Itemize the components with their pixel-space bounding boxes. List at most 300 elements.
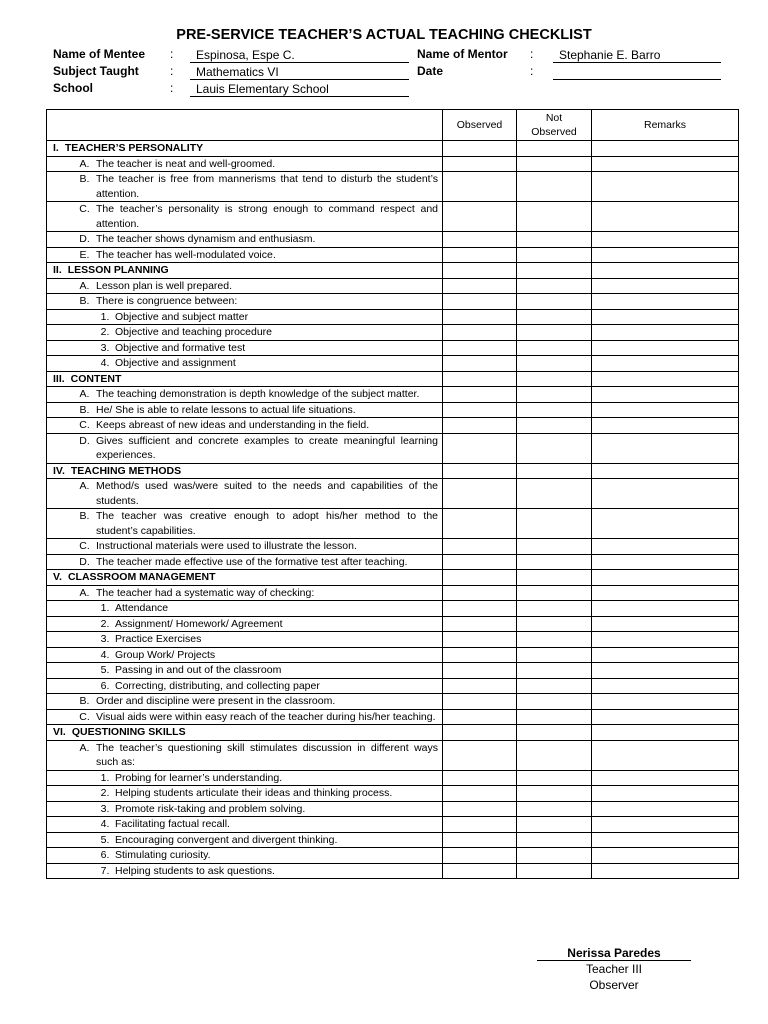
not-observed-cell[interactable]	[517, 141, 592, 157]
section-number: II.	[53, 264, 62, 276]
observed-cell[interactable]	[443, 616, 517, 632]
item-text: Correcting, distributing, and collecting paper	[115, 679, 320, 692]
item-marker: B.	[79, 173, 90, 185]
mentor-field[interactable]: Stephanie E. Barro	[553, 48, 721, 63]
remarks-cell[interactable]	[592, 817, 739, 833]
table-row	[47, 402, 739, 418]
table-row	[47, 172, 739, 202]
observed-cell[interactable]	[443, 232, 517, 248]
item-text: The teacher was creative enough to adopt his/her method to the student’s capabilities.	[96, 510, 438, 537]
item-text: Attendance	[115, 602, 169, 614]
not-observed-cell[interactable]	[517, 509, 592, 539]
criteria-cell	[47, 817, 443, 833]
item-text: Objective and formative test	[115, 341, 246, 354]
item-marker: C.	[79, 203, 90, 215]
table-row	[47, 770, 739, 786]
criteria-cell	[47, 786, 443, 802]
section-number: IV.	[53, 464, 65, 477]
item-text: The teacher has well-modulated voice.	[96, 248, 276, 261]
criteria-cell	[47, 801, 443, 817]
observed-cell[interactable]	[443, 770, 517, 786]
item-text: Encouraging convergent and divergent thinking.	[115, 833, 338, 846]
item-marker: 7.	[100, 864, 110, 877]
item-text: Order and discipline were present in the classroom.	[96, 695, 336, 707]
remarks-cell[interactable]	[592, 585, 739, 601]
table-row	[47, 786, 739, 802]
remarks-cell[interactable]	[592, 479, 739, 509]
criteria-cell	[47, 340, 443, 356]
item-text: Method/s used was/were suited to the needs and capabilities of the students.	[96, 480, 438, 507]
not-observed-cell[interactable]	[517, 433, 592, 463]
remarks-cell[interactable]	[592, 509, 739, 539]
table-row	[47, 156, 739, 172]
item-marker: 3.	[100, 633, 110, 645]
table-row	[47, 309, 739, 325]
observed-cell[interactable]	[443, 539, 517, 555]
table-row	[47, 232, 739, 248]
item-marker: A.	[79, 388, 90, 400]
item-text: Objective and teaching procedure	[115, 326, 273, 338]
not-observed-cell[interactable]	[517, 740, 592, 770]
item-text: Gives sufficient and concrete examples to create meaningful learning experiences.	[96, 434, 438, 461]
observed-cell[interactable]	[443, 694, 517, 710]
table-row	[47, 479, 739, 509]
remarks-header: Remarks	[592, 110, 739, 141]
criteria-cell	[47, 371, 443, 387]
not-observed-cell[interactable]	[517, 647, 592, 663]
not-observed-cell[interactable]	[517, 786, 592, 802]
not-observed-cell[interactable]	[517, 294, 592, 310]
criteria-cell	[47, 678, 443, 694]
not-observed-cell[interactable]	[517, 570, 592, 586]
not-observed-cell[interactable]	[517, 554, 592, 570]
remarks-cell[interactable]	[592, 616, 739, 632]
criteria-cell	[47, 554, 443, 570]
item-marker: 3.	[100, 802, 110, 815]
criteria-cell	[47, 585, 443, 601]
date-label: Date	[417, 64, 444, 78]
observed-cell[interactable]	[443, 601, 517, 617]
checklist-table	[46, 109, 739, 879]
criteria-cell	[47, 232, 443, 248]
observed-cell[interactable]	[443, 172, 517, 202]
item-marker: C.	[79, 419, 90, 431]
item-text: The teacher had a systematic way of checking:	[96, 586, 315, 599]
observed-cell[interactable]	[443, 678, 517, 694]
observed-cell[interactable]	[443, 740, 517, 770]
table-row	[47, 202, 739, 232]
not-observed-cell[interactable]	[517, 801, 592, 817]
item-text: Facilitating factual recall.	[115, 818, 230, 830]
remarks-cell[interactable]	[592, 172, 739, 202]
not-observed-cell[interactable]	[517, 387, 592, 403]
item-marker: 2.	[100, 787, 110, 799]
criteria-header	[47, 110, 443, 141]
subject-field[interactable]: Mathematics VI	[190, 65, 409, 80]
not-observed-cell[interactable]	[517, 232, 592, 248]
observer-position: Teacher III	[585, 962, 643, 976]
observed-cell[interactable]	[443, 479, 517, 509]
criteria-cell	[47, 479, 443, 509]
not-observed-cell[interactable]	[517, 202, 592, 232]
item-text: Helping students to ask questions.	[115, 864, 275, 877]
not-observed-cell[interactable]	[517, 247, 592, 263]
section-number: III.	[53, 372, 65, 385]
not-observed-cell[interactable]	[517, 278, 592, 294]
not-observed-cell[interactable]	[517, 817, 592, 833]
item-text: Helping students articulate their ideas and thinking process.	[115, 787, 393, 799]
not-observed-cell[interactable]	[517, 340, 592, 356]
observed-cell[interactable]	[443, 402, 517, 418]
item-marker: 6.	[100, 849, 110, 861]
criteria-cell	[47, 725, 443, 741]
criteria-cell	[47, 709, 443, 725]
table-row	[47, 418, 739, 434]
section-number: VI.	[53, 726, 66, 738]
remarks-cell[interactable]	[592, 463, 739, 479]
criteria-cell	[47, 601, 443, 617]
observed-cell[interactable]	[443, 832, 517, 848]
table-row	[47, 801, 739, 817]
observed-cell[interactable]	[443, 801, 517, 817]
section-row	[47, 570, 739, 586]
section-title: TEACHER’S PERSONALITY	[64, 142, 204, 154]
table-header-row	[47, 110, 739, 141]
item-text: Probing for learner’s understanding.	[115, 771, 283, 784]
section-title: QUESTIONING SKILLS	[71, 726, 186, 738]
section-title: CONTENT	[70, 372, 122, 385]
remarks-cell[interactable]	[592, 156, 739, 172]
table-row	[47, 647, 739, 663]
remarks-cell[interactable]	[592, 786, 739, 802]
remarks-cell[interactable]	[592, 601, 739, 617]
not-observed-cell[interactable]	[517, 356, 592, 372]
item-marker: B.	[79, 295, 90, 307]
table-row	[47, 616, 739, 632]
item-text: Keeps abreast of new ideas and understanding in the field.	[96, 419, 370, 431]
item-marker: 1.	[100, 771, 110, 784]
item-marker: D.	[79, 434, 90, 447]
remarks-cell[interactable]	[592, 247, 739, 263]
remarks-cell[interactable]	[592, 202, 739, 232]
criteria-cell	[47, 863, 443, 879]
criteria-cell	[47, 278, 443, 294]
criteria-cell	[47, 616, 443, 632]
table-row	[47, 539, 739, 555]
remarks-cell[interactable]	[592, 678, 739, 694]
not-observed-cell[interactable]	[517, 418, 592, 434]
item-marker: A.	[79, 480, 90, 492]
table-row	[47, 632, 739, 648]
criteria-cell	[47, 309, 443, 325]
item-text: Objective and subject matter	[115, 310, 249, 323]
observed-cell[interactable]	[443, 433, 517, 463]
remarks-cell[interactable]	[592, 433, 739, 463]
table-row	[47, 509, 739, 539]
remarks-cell[interactable]	[592, 278, 739, 294]
table-row	[47, 387, 739, 403]
observed-cell[interactable]	[443, 340, 517, 356]
table-row	[47, 356, 739, 372]
table-row	[47, 740, 739, 770]
not-observed-header-line2: Observed	[531, 126, 577, 138]
section-row	[47, 371, 739, 387]
remarks-cell[interactable]	[592, 848, 739, 864]
not-observed-cell[interactable]	[517, 263, 592, 279]
criteria-cell	[47, 156, 443, 172]
item-text: Passing in and out of the classroom	[115, 664, 282, 676]
observed-cell[interactable]	[443, 786, 517, 802]
table-row	[47, 278, 739, 294]
observed-cell[interactable]	[443, 141, 517, 157]
observed-cell[interactable]	[443, 709, 517, 725]
table-row	[47, 601, 739, 617]
observed-cell[interactable]	[443, 263, 517, 279]
not-observed-cell[interactable]	[517, 463, 592, 479]
remarks-cell[interactable]	[592, 647, 739, 663]
observed-cell[interactable]	[443, 725, 517, 741]
not-observed-cell[interactable]	[517, 863, 592, 879]
remarks-cell[interactable]	[592, 801, 739, 817]
remarks-cell[interactable]	[592, 554, 739, 570]
remarks-cell[interactable]	[592, 294, 739, 310]
item-marker: A.	[79, 586, 90, 599]
table-row	[47, 694, 739, 710]
observed-header: Observed	[443, 110, 517, 141]
item-text: The teacher made effective use of the formative test after teaching.	[96, 555, 408, 568]
not-observed-cell[interactable]	[517, 694, 592, 710]
remarks-cell[interactable]	[592, 725, 739, 741]
item-text: The teaching demonstration is depth knowledge of the subject matter.	[96, 388, 420, 400]
observed-cell[interactable]	[443, 647, 517, 663]
observed-cell[interactable]	[443, 309, 517, 325]
remarks-cell[interactable]	[592, 539, 739, 555]
observed-cell[interactable]	[443, 463, 517, 479]
criteria-cell	[47, 202, 443, 232]
item-marker: B.	[79, 695, 90, 707]
observed-cell[interactable]	[443, 817, 517, 833]
school-colon: :	[170, 81, 174, 95]
not-observed-header	[517, 110, 592, 141]
not-observed-cell[interactable]	[517, 632, 592, 648]
subject-colon: :	[170, 64, 174, 78]
remarks-cell[interactable]	[592, 570, 739, 586]
not-observed-cell[interactable]	[517, 601, 592, 617]
observed-cell[interactable]	[443, 247, 517, 263]
criteria-cell	[47, 570, 443, 586]
not-observed-cell[interactable]	[517, 402, 592, 418]
not-observed-cell[interactable]	[517, 663, 592, 679]
not-observed-cell[interactable]	[517, 325, 592, 341]
observed-cell[interactable]	[443, 632, 517, 648]
table-row	[47, 585, 739, 601]
remarks-cell[interactable]	[592, 770, 739, 786]
remarks-cell[interactable]	[592, 632, 739, 648]
school-label: School	[53, 81, 94, 95]
remarks-cell[interactable]	[592, 740, 739, 770]
not-observed-cell[interactable]	[517, 539, 592, 555]
criteria-cell	[47, 832, 443, 848]
remarks-cell[interactable]	[592, 709, 739, 725]
observed-cell[interactable]	[443, 585, 517, 601]
item-text: The teacher is free from mannerisms that tend to disturb the student’s attention.	[96, 173, 438, 200]
not-observed-cell[interactable]	[517, 585, 592, 601]
criteria-cell	[47, 770, 443, 786]
mentor-colon: :	[530, 47, 534, 61]
item-marker: A.	[79, 741, 90, 754]
item-text: The teacher is neat and well-groomed.	[96, 157, 276, 170]
item-marker: 5.	[100, 664, 110, 676]
not-observed-cell[interactable]	[517, 848, 592, 864]
mentor-label: Name of Mentor	[417, 47, 508, 61]
section-row	[47, 725, 739, 741]
remarks-cell[interactable]	[592, 387, 739, 403]
observed-cell[interactable]	[443, 554, 517, 570]
remarks-cell[interactable]	[592, 863, 739, 879]
criteria-cell	[47, 694, 443, 710]
not-observed-cell[interactable]	[517, 678, 592, 694]
subject-label: Subject Taught	[53, 64, 139, 78]
criteria-cell	[47, 418, 443, 434]
observed-cell[interactable]	[443, 278, 517, 294]
criteria-cell	[47, 539, 443, 555]
observed-cell[interactable]	[443, 570, 517, 586]
remarks-cell[interactable]	[592, 232, 739, 248]
table-row	[47, 678, 739, 694]
not-observed-cell[interactable]	[517, 725, 592, 741]
observed-cell[interactable]	[443, 863, 517, 879]
table-row	[47, 832, 739, 848]
criteria-cell	[47, 387, 443, 403]
criteria-cell	[47, 433, 443, 463]
item-marker: 5.	[100, 833, 110, 846]
section-row	[47, 141, 739, 157]
table-row	[47, 340, 739, 356]
section-row	[47, 263, 739, 279]
not-observed-cell[interactable]	[517, 309, 592, 325]
item-text: Assignment/ Homework/ Agreement	[115, 617, 283, 630]
item-marker: D.	[79, 233, 90, 245]
table-row	[47, 247, 739, 263]
observed-cell[interactable]	[443, 663, 517, 679]
remarks-cell[interactable]	[592, 694, 739, 710]
not-observed-cell[interactable]	[517, 479, 592, 509]
table-row	[47, 294, 739, 310]
remarks-cell[interactable]	[592, 309, 739, 325]
remarks-cell[interactable]	[592, 325, 739, 341]
not-observed-cell[interactable]	[517, 156, 592, 172]
criteria-cell	[47, 632, 443, 648]
date-field[interactable]	[553, 65, 721, 80]
criteria-cell	[47, 325, 443, 341]
item-text: Visual aids were within easy reach of the teacher during his/her teaching.	[96, 710, 436, 723]
observed-cell[interactable]	[443, 156, 517, 172]
item-marker: B.	[79, 403, 90, 416]
item-marker: 3.	[100, 341, 110, 354]
not-observed-cell[interactable]	[517, 832, 592, 848]
item-marker: A.	[79, 157, 90, 170]
observed-cell[interactable]	[443, 356, 517, 372]
item-marker: C.	[79, 540, 90, 552]
observed-cell[interactable]	[443, 387, 517, 403]
observed-cell[interactable]	[443, 509, 517, 539]
item-marker: 4.	[100, 818, 110, 830]
remarks-cell[interactable]	[592, 832, 739, 848]
item-text: Stimulating curiosity.	[115, 849, 211, 861]
remarks-cell[interactable]	[592, 371, 739, 387]
item-text: There is congruence between:	[96, 295, 238, 307]
observed-cell[interactable]	[443, 371, 517, 387]
date-colon: :	[530, 64, 534, 78]
criteria-cell	[47, 141, 443, 157]
remarks-cell[interactable]	[592, 418, 739, 434]
not-observed-cell[interactable]	[517, 709, 592, 725]
table-row	[47, 817, 739, 833]
item-marker: 6.	[100, 679, 110, 692]
remarks-cell[interactable]	[592, 141, 739, 157]
observed-cell[interactable]	[443, 325, 517, 341]
not-observed-cell[interactable]	[517, 770, 592, 786]
remarks-cell[interactable]	[592, 263, 739, 279]
criteria-cell	[47, 848, 443, 864]
mentee-field[interactable]: Espinosa, Espe C.	[190, 48, 409, 63]
item-marker: A.	[79, 279, 90, 292]
section-title: LESSON PLANNING	[67, 264, 169, 276]
item-text: The teacher’s personality is strong enough to command respect and attention.	[96, 203, 438, 230]
section-number: I.	[53, 142, 59, 154]
remarks-cell[interactable]	[592, 663, 739, 679]
mentee-colon: :	[170, 47, 174, 61]
item-marker: 4.	[100, 648, 110, 661]
criteria-cell	[47, 740, 443, 770]
table-row	[47, 433, 739, 463]
item-marker: D.	[79, 555, 90, 568]
criteria-cell	[47, 509, 443, 539]
not-observed-cell[interactable]	[517, 172, 592, 202]
item-text: Promote risk-taking and problem solving.	[115, 802, 306, 815]
school-field[interactable]: Lauis Elementary School	[190, 82, 409, 97]
remarks-cell[interactable]	[592, 402, 739, 418]
not-observed-cell[interactable]	[517, 616, 592, 632]
section-title: CLASSROOM MANAGEMENT	[67, 571, 216, 583]
observed-cell[interactable]	[443, 294, 517, 310]
table-row	[47, 848, 739, 864]
criteria-cell	[47, 172, 443, 202]
remarks-cell[interactable]	[592, 356, 739, 372]
table-row	[47, 554, 739, 570]
table-row	[47, 709, 739, 725]
page-title: PRE-SERVICE TEACHER’S ACTUAL TEACHING CHECKLIST	[176, 27, 592, 43]
item-marker: E.	[79, 248, 90, 261]
table-row	[47, 325, 739, 341]
item-marker: 2.	[100, 617, 110, 630]
item-text: Group Work/ Projects	[115, 648, 216, 661]
remarks-cell[interactable]	[592, 340, 739, 356]
not-observed-header-line1: Not	[545, 112, 563, 124]
mentee-label: Name of Mentee	[53, 47, 146, 61]
item-marker: 2.	[100, 326, 110, 338]
criteria-cell	[47, 263, 443, 279]
item-text: Practice Exercises	[115, 633, 202, 645]
observed-cell[interactable]	[443, 848, 517, 864]
criteria-cell	[47, 663, 443, 679]
observed-cell[interactable]	[443, 418, 517, 434]
item-marker: B.	[79, 510, 90, 522]
observed-cell[interactable]	[443, 202, 517, 232]
not-observed-cell[interactable]	[517, 371, 592, 387]
table-row	[47, 663, 739, 679]
item-text: Objective and assignment	[115, 357, 236, 369]
